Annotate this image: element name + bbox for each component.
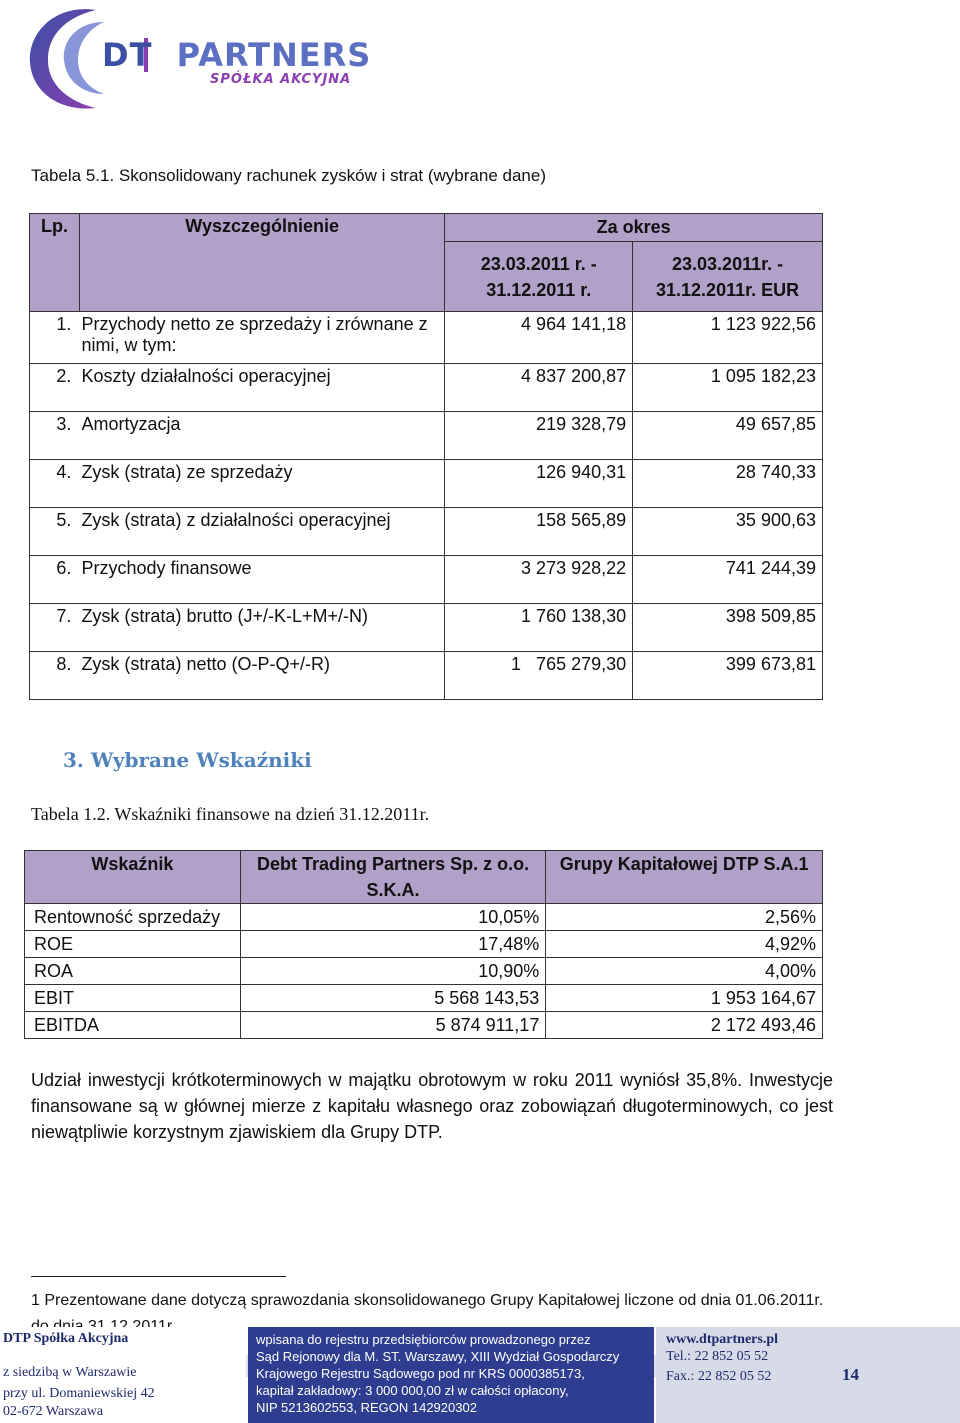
row-value-eur: 35 900,63 <box>633 508 823 556</box>
company-city: 02-672 Warszawa <box>3 1404 104 1419</box>
section-heading: 3. Wybrane Wskaźniki <box>63 748 312 772</box>
indicator-value-group: 4,92% <box>546 931 823 958</box>
registration-line: wpisana do rejestru przedsiębiorców prowadzonego przez <box>256 1332 591 1347</box>
row-name: Zysk (strata) brutto (J+/-K-L+M+/-N) <box>79 604 444 652</box>
row-value-eur: 1 123 922,56 <box>633 312 823 364</box>
table-row <box>30 460 823 508</box>
row-lp: 3. <box>30 412 80 460</box>
col-pln-header: 23.03.2011 r. - 31.12.2011 r. <box>445 242 633 312</box>
indicator-value-group: 2,56% <box>546 904 823 931</box>
row-name: Zysk (strata) z działalności operacyjnej <box>79 508 444 556</box>
row-value-pln: 4 837 200,87 <box>445 364 633 412</box>
row-lp: 2. <box>30 364 80 412</box>
indicator-name: Rentowność sprzedaży <box>25 904 241 931</box>
table-header-row <box>30 214 823 242</box>
row-value-eur: 49 657,85 <box>633 412 823 460</box>
phone-number: Tel.: 22 852 05 52 <box>666 1349 769 1364</box>
table-row <box>25 904 823 931</box>
col-dtp-skа-header: Debt Trading Partners Sp. z o.o. S.K.A. <box>240 851 546 904</box>
row-lp: 8. <box>30 652 80 700</box>
table-row <box>25 1012 823 1039</box>
indicator-name: ROA <box>25 958 241 985</box>
table-row <box>30 412 823 460</box>
table-header-row <box>25 851 823 904</box>
row-name: Koszty działalności operacyjnej <box>79 364 444 412</box>
indicator-value-ska: 17,48% <box>240 931 546 958</box>
footer-registration <box>248 1327 654 1423</box>
table-row <box>30 364 823 412</box>
table-row <box>25 931 823 958</box>
indicator-value-ska: 5 874 911,17 <box>240 1012 546 1039</box>
indicator-value-group: 4,00% <box>546 958 823 985</box>
footnote-divider <box>31 1276 286 1277</box>
company-name: DTP Spółka Akcyjna <box>3 1331 129 1346</box>
company-logo <box>26 2 372 114</box>
row-value-pln: 1 765 279,30 <box>445 652 633 700</box>
row-value-pln: 126 940,31 <box>445 460 633 508</box>
table-caption: Tabela 1.2. Wskaźniki finansowe na dzień 31.12.2011r. <box>31 804 430 824</box>
logo-subtitle: SPÓŁKA AKCYJNA <box>210 72 352 87</box>
page-number: 14 <box>842 1365 859 1384</box>
col-name-header: Wyszczególnienie <box>79 214 444 312</box>
table-row <box>30 508 823 556</box>
col-period-header: Za okres <box>445 214 823 242</box>
row-value-pln: 4 964 141,18 <box>445 312 633 364</box>
company-street: przy ul. Domaniewskiej 42 <box>3 1386 155 1401</box>
row-lp: 5. <box>30 508 80 556</box>
indicator-name: EBIT <box>25 985 241 1012</box>
table-row <box>30 556 823 604</box>
fax-number: Fax.: 22 852 05 52 <box>666 1369 772 1384</box>
indicator-value-ska: 10,90% <box>240 958 546 985</box>
financial-ratios-table <box>24 850 823 1039</box>
row-value-pln: 158 565,89 <box>445 508 633 556</box>
table-row <box>30 604 823 652</box>
footer-contact <box>656 1327 960 1423</box>
footnote: 1 Prezentowane dane dotyczą sprawozdania skonsolidowanego Grupy Kapitałowej liczone od dnia 01.06.2011r. <box>31 1292 824 1309</box>
row-value-eur: 28 740,33 <box>633 460 823 508</box>
registration-line: Sąd Rejonowy dla M. ST. Warszawy, XIII Wydział Gospodarczy <box>256 1349 620 1364</box>
row-value-eur: 1 095 182,23 <box>633 364 823 412</box>
registration-line: NIP 5213602553, REGON 142920302 <box>256 1400 477 1415</box>
row-value-eur: 741 244,39 <box>633 556 823 604</box>
row-lp: 6. <box>30 556 80 604</box>
row-value-pln: 219 328,79 <box>445 412 633 460</box>
row-value-eur: 399 673,81 <box>633 652 823 700</box>
indicator-name: EBITDA <box>25 1012 241 1039</box>
logo-wordmark: DT PARTNERS <box>102 36 372 74</box>
indicator-name: ROE <box>25 931 241 958</box>
table-row <box>30 652 823 700</box>
row-name: Amortyzacja <box>79 412 444 460</box>
page-footer <box>0 1327 960 1423</box>
row-name: Zysk (strata) netto (O-P-Q+/-R) <box>79 652 444 700</box>
row-name: Przychody finansowe <box>79 556 444 604</box>
registration-line: Krajowego Rejestru Sądowego pod nr KRS 0000385173, <box>256 1366 585 1381</box>
col-indicator-header: Wskaźnik <box>25 851 241 904</box>
income-statement-table <box>29 213 823 700</box>
row-name: Przychody netto ze sprzedaży i zrównane z nimi, w tym: <box>79 312 444 364</box>
row-value-pln: 3 273 928,22 <box>445 556 633 604</box>
col-lp-header: Lp. <box>30 214 80 312</box>
website-link[interactable]: www.dtpartners.pl <box>666 1332 779 1347</box>
row-lp: 1. <box>30 312 80 364</box>
footer-address <box>0 1327 246 1423</box>
col-eur-header: 23.03.2011r. - 31.12.2011r. EUR <box>633 242 823 312</box>
row-name: Zysk (strata) ze sprzedaży <box>79 460 444 508</box>
indicator-value-group: 2 172 493,46 <box>546 1012 823 1039</box>
row-lp: 7. <box>30 604 80 652</box>
table-row <box>25 958 823 985</box>
indicator-value-ska: 5 568 143,53 <box>240 985 546 1012</box>
table-caption: Tabela 5.1. Skonsolidowany rachunek zysków i strat (wybrane dane) <box>31 166 546 185</box>
row-value-pln: 1 760 138,30 <box>445 604 633 652</box>
col-group-header: Grupy Kapitałowej DTP S.A.1 <box>546 851 823 904</box>
body-paragraph: Udział inwestycji krótkoterminowych w majątku obrotowym w roku 2011 wyniósł 35,8%. Inwestycje finansowane są w głównej mierze z kapitału własnego oraz zobowiązań długoterminowych, co jest niewątpliwie korzystnym zjawiskiem dla Grupy DTP. <box>31 1070 833 1142</box>
table-row <box>30 312 823 364</box>
registration-line: kapitał zakładowy: 3 000 000,00 zł w całości opłacony, <box>256 1383 569 1398</box>
indicator-value-ska: 10,05% <box>240 904 546 931</box>
company-seat: z siedzibą w Warszawie <box>3 1365 137 1380</box>
indicator-value-group: 1 953 164,67 <box>546 985 823 1012</box>
row-lp: 4. <box>30 460 80 508</box>
table-row <box>25 985 823 1012</box>
row-value-eur: 398 509,85 <box>633 604 823 652</box>
